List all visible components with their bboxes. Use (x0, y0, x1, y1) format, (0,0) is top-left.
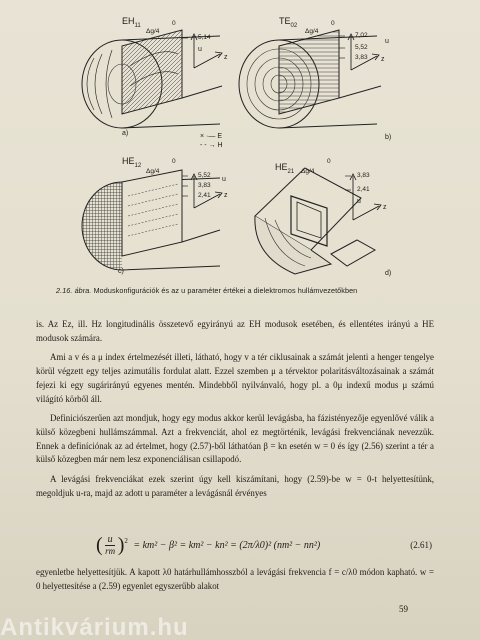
panel-b-title: $TE_{02}$ (279, 16, 298, 29)
panel-d-z-axis-label: z (383, 204, 387, 211)
panel-d-zero-label: 0 (327, 158, 331, 165)
equation-rhs: = km² − β² = km² − kn² = (2π/λ0)² (nm² − nn²) (133, 539, 321, 551)
panel-a-zero-label: 0 (172, 20, 176, 27)
panel-c-quarter-label: Δg/4 (146, 168, 160, 175)
paragraph-2: Ami a v és a μ index értelmezését illeti, látható, hogy v a tér ciklusainak a számát jelenti a henger tengelye körül végzett egy teljes azimutális fordulat alatt. Ezzel szemben μ a térvektor polaritásváltozásainak a számát fejezi ki egy sugárirányú egyenes mentén. Mindebből nyilvánvaló, hogy pl. a 0μ indexű modus μ számú világító körből áll. (36, 352, 434, 404)
panel-b-tick-1: 7,02 (355, 32, 368, 39)
legend-h: - - → H (200, 142, 223, 149)
panel-a-u-axis-label: u (198, 46, 202, 53)
equation-body: ( $\frac{u}{rm}$ )$^2$ = km² − β² = km² − kn² = (2π/λ0)² (nm² − nn²) (96, 534, 321, 556)
panel-b-drawing (235, 6, 435, 146)
panel-c-title: $HE_{12}$ (122, 156, 142, 169)
panel-c-tick-1: 5,52 (198, 172, 211, 179)
panel-c-u-axis-label: u (222, 176, 226, 183)
panel-b-letter: b) (385, 134, 392, 141)
body-text (36, 318, 434, 500)
page-number: 59 (399, 604, 408, 614)
panel-c-z-axis-label: z (224, 192, 228, 199)
watermark: Antikvárium.hu (0, 614, 189, 640)
panel-d-tick-2: 2,41 (357, 186, 370, 193)
panel-c-zero-label: 0 (172, 158, 176, 165)
panel-d-u-axis-label: u (357, 198, 361, 205)
panel-b-z-axis-label: z (381, 56, 385, 63)
panel-d-drawing (235, 146, 435, 286)
equation-2-61 (36, 530, 434, 564)
panel-d-title: $HE_{21}$ (275, 162, 295, 175)
panel-b-tick-3: 3,83 (355, 54, 368, 61)
equation-lhs-numerator: u (105, 534, 115, 546)
panel-a-letter: a) (122, 130, 129, 137)
paragraph-1: is. Az Ez, ill. Hz longitudinális összetevő egyirányú az EH modusok esetében, és ellentétes irányú a HE modusok számára. (36, 319, 434, 343)
panel-a-z-axis-label: z (224, 54, 228, 61)
panel-b-quarter-label: Δg/4 (305, 28, 319, 35)
paragraph-3: Definiciószerűen azt mondjuk, hogy egy modus akkor kerül levágásba, ha fázistényezője egyenlővé válik a külső közegbeni hullámszámmal. Azt a frekvenciát, ahol ez megtörténik, levágási frekvenciának nevezzük. Ennek a definíciónak az ad értelmet, hogy (2.57)-ből láthatóan β = kn esetén w = 0 és így (2.56) szerint a tér a külső közegben már nem lesz exponenciálisan csillapodó. (36, 413, 434, 465)
panel-b-te02 (235, 6, 435, 146)
panel-a-title: $EH_{11}$ (122, 16, 141, 29)
panel-a-quarter-label: Δg/4 (146, 28, 160, 35)
equation-number: (2.61) (410, 540, 432, 550)
panel-d-tick-1: 3,83 (357, 172, 370, 179)
panel-b-tick-2: 5,52 (355, 44, 368, 51)
paragraph-4: A levágási frekvenciákat ezek szerint úgy kell kiszámítani, hogy (2.59)-be w = 0-t helyettesítünk, megoldjuk u-ra, majd az adott u paraméter a levágásnál érvényes (36, 474, 434, 498)
panel-c-tick-3: 2,41 (198, 192, 211, 199)
panel-d-letter: d) (385, 270, 392, 277)
panel-b-u-axis-label: u (385, 38, 389, 45)
panel-a-tick: 5,14 (198, 34, 211, 41)
panel-b-zero-label: 0 (331, 20, 335, 27)
panel-d-he21 (235, 146, 435, 286)
after-equation-text (36, 566, 434, 593)
legend-e: × ·— E (200, 133, 222, 140)
panel-c-letter: c) (118, 268, 124, 275)
panel-d-quarter-label: Δg/4 (301, 168, 315, 175)
figure-caption-number: 2.16. ábra. (56, 286, 92, 295)
paragraph-5: egyenletbe helyettesítjük. A kapott λ0 határhullámhosszból a levágási frekvencia f = c/λ0 módon kapható. w = 0 helyettesítése a (2.59) egyenlet egyszerűbb alakot (36, 567, 434, 591)
equation-lhs-denominator: rm (105, 546, 116, 556)
panel-c-tick-2: 3,83 (198, 182, 211, 189)
figure-caption-text: Moduskonfigurációk és az u paraméter értékei a dielektromos hullámvezetőkben (93, 286, 358, 295)
figure-caption (56, 286, 436, 295)
